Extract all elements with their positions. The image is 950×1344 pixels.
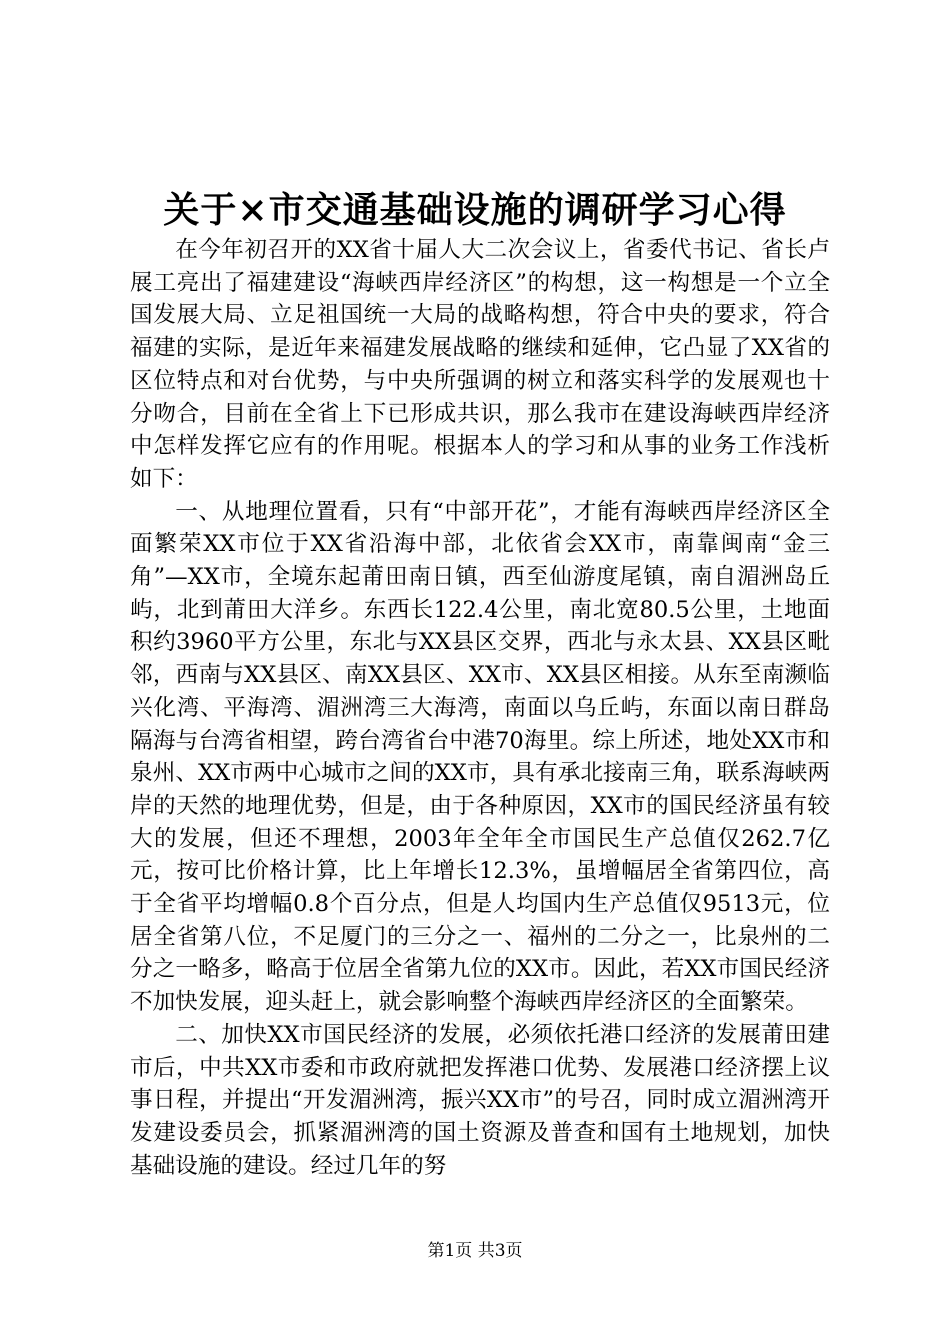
paragraph-section-1: 一、从地理位置看，只有“中部开花”，才能有海峡西岸经济区全面繁荣XX市位于XX省沿海中部，北依省会XX市，南靠闽南“金三角”—XX市，全境东起莆田南日镇，西至仙游度尾镇，南自湄洲岛丘屿，北到莆田大洋乡。东西长122.4公里，南北宽80.5公里，土地面积约3960平方公里，东北与XX县区交界，西北与永太县、XX县区毗邻，西南与XX县区、南XX县区、XX市、XX县区相接。从东至南濒临兴化湾、平海湾、湄洲湾三大海湾，南面以乌丘屿，东面以南日群岛隔海与台湾省相望，跨台湾省台中港70海里。综上所述，地处XX市和泉州、XX市两中心城市之间的XX市，具有承北接南三角，联系海峡两岸的天然的地理优势，但是，由于各种原因，XX市的国民经济虽有较大的发展，但还不理想，2003年全年全市国民生产总值仅262.7亿元，按可比价格计算，比上年增长12.3%，虽增幅居全省第四位，高于全省平均增幅0.8个百分点，但是人均国内生产总值仅9513元，位居全省第八位，不足厦门的三分之一、福州的二分之一，比泉州的二分之一略多，略高于位居全省第九位的XX市。因此，若XX市国民经济不加快发展，迎头赶上，就会影响整个海峡西岸经济区的全面繁荣。 [130, 498, 830, 1016]
paragraph-section-2: 二、加快XX市国民经济的发展，必须依托港口经济的发展莆田建市后，中共XX市委和市政府就把发挥港口优势、发展港口经济摆上议事日程，并提出“开发湄洲湾，振兴XX市”的号召，同时成立湄洲湾开发建设委员会，抓紧湄洲湾的国土资源及普查和国有土地规划，加快基础设施的建设。经过几年的努 [130, 1021, 830, 1179]
paragraph-intro: 在今年初召开的XX省十届人大二次会议上，省委代书记、省长卢展工亮出了福建建设“海峡西岸经济区”的构想，这一构想是一个立全国发展大局、立足祖国统一大局的战略构想，符合中央的要求，符合福建的实际，是近年来福建发展战略的继续和延伸，它凸显了XX省的区位特点和对台优势，与中央所强调的树立和落实科学的发展观也十分吻合，目前在全省上下已形成共识，那么我市在建设海峡西岸经济中怎样发挥它应有的作用呢。根据本人的学习和从事的业务工作浅析如下： [130, 237, 830, 492]
page-footer: 第1页 共3页 [427, 1241, 523, 1261]
document-body [130, 234, 830, 1182]
document-title: 关于×市交通基础设施的调研学习心得 [163, 189, 787, 231]
